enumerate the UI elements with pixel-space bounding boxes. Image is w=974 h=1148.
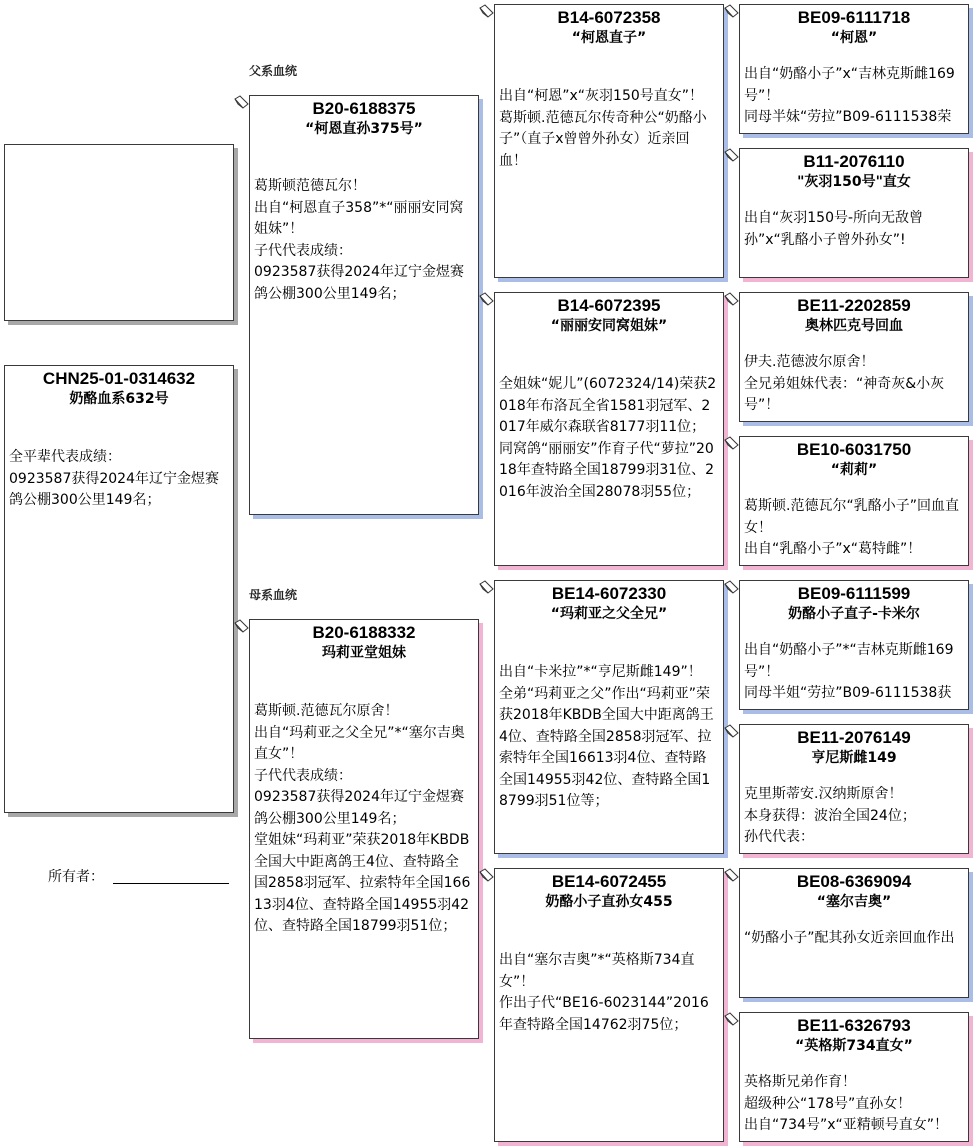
ddd-card[interactable]	[739, 1012, 969, 1142]
dam-dam-name: 奶酪小子直孙女455	[545, 894, 673, 910]
sire-ring-number: B20-6188375	[312, 99, 416, 118]
sds-description: 伊夫.范德波尔原舍！ 全兄弟姐妹代表：“神奇灰&小灰号”！	[744, 354, 945, 413]
dam-sire-ring-number: BE14-6072330	[551, 584, 667, 603]
edit-sss-icon[interactable]	[724, 4, 739, 18]
dss-card[interactable]	[739, 580, 969, 710]
sire-name: “柯恩直孙375号”	[305, 121, 423, 137]
dds-name: “塞尔吉奥”	[816, 894, 892, 910]
dam-sire-description: 出自“卡米拉”*“亨尼斯雌149”！ 全弟“玛莉亚之父”作出“玛莉亚”荣获2018年KBDB全国大中距离鸽王4位、查特路全国2858羽冠军、拉索特年全国16613羽4位、查特路全国14955羽42位、查特路全国18799羽51位等；	[499, 664, 714, 809]
dam-dam-card[interactable]	[494, 868, 724, 1142]
sire-dam-description: 全姐妹“妮儿”(6072324/14)荣获2018年布洛瓦全省1581羽冠军、2017年威尔森联省8177羽11位； 同窝鸽“丽丽安”作育子代“萝拉”2018年查特路全国18799羽31位、2016年波治全国28078羽55位；	[499, 376, 717, 500]
dam-description: 葛斯顿.范德瓦尔原舍！ 出自“玛莉亚之父全兄”*“塞尔吉奥直女”！ 子代代表成绩： 0923587获得2024年辽宁金煜赛鸽公棚300公里149名； 堂姐妹“玛莉亚”荣获2018年KBDB全国大中距离鸽王4位、查特路全国2858羽冠军、拉索特年全国16613羽4位、查特路全国14955羽42位、查特路全国18799羽51位；	[254, 703, 471, 934]
edit-dss-icon[interactable]	[724, 580, 739, 594]
dam-ring-number: B20-6188332	[312, 623, 416, 642]
dds-card[interactable]	[739, 868, 969, 998]
owner-signature-line	[113, 883, 229, 884]
pigeon-photo-frame	[4, 144, 234, 321]
sire-sire-name: “柯恩直子”	[571, 30, 647, 46]
sds-card[interactable]	[739, 292, 969, 422]
dam-card[interactable]	[249, 619, 479, 1039]
ddd-description: 英格斯兄弟作育！ 超级种公“178号”直孙女！ 出自“734号”x“亚精顿号直女”！	[744, 1074, 949, 1133]
sdd-ring-number: BE10-6031750	[796, 440, 912, 459]
edit-sdd-icon[interactable]	[724, 436, 739, 450]
ddd-name: “英格斯734直女”	[795, 1038, 913, 1054]
edit-ssd-icon[interactable]	[724, 148, 739, 162]
dam-sire-card[interactable]	[494, 580, 724, 854]
ssd-description: 出自“灰羽150号-所向无敌曾孙”x“乳酪小子曾外孙女”!	[744, 210, 924, 248]
sds-name: 奥林匹克号回血	[805, 318, 903, 334]
edit-dam-sire-icon[interactable]	[479, 580, 494, 594]
edit-sds-icon[interactable]	[724, 292, 739, 306]
dam-sire-name: “玛莉亚之父全兄”	[550, 606, 668, 622]
sdd-description: 葛斯顿.范德瓦尔“乳酪小子”回血直女！ 出自“乳酪小子”x“葛特雌”！	[744, 498, 959, 557]
edit-sire-icon[interactable]	[234, 95, 249, 109]
sss-card[interactable]	[739, 4, 969, 134]
edit-dam-icon[interactable]	[234, 619, 249, 633]
dsd-ring-number: BE11-2076149	[797, 728, 911, 747]
sire-description: 葛斯顿范德瓦尔！ 出自“柯恩直子358”*“丽丽安同窝姐妹”！ 子代代表成绩： 0923587获得2024年辽宁金煜赛鸽公棚300公里149名；	[254, 178, 464, 302]
sss-description: 出自“奶酪小子”x“吉林克斯雌169号”！ 同母半妹“劳拉”B09-6111538荣	[744, 66, 955, 125]
sire-sire-card[interactable]	[494, 4, 724, 278]
edit-sire-dam-icon[interactable]	[479, 292, 494, 306]
sdd-name: “莉莉”	[830, 462, 878, 478]
dss-name: 奶酪小子直子-卡米尔	[788, 606, 920, 622]
sds-ring-number: BE11-2202859	[797, 296, 911, 315]
subject-ring-number: CHN25-01-0314632	[42, 369, 196, 388]
subject-card[interactable]	[4, 365, 234, 813]
dss-ring-number: BE09-6111599	[797, 584, 911, 603]
sire-dam-card[interactable]	[494, 292, 724, 566]
dsd-name: 亨尼斯雌149	[811, 750, 897, 766]
sss-ring-number: BE09-6111718	[797, 8, 911, 27]
edit-sire-sire-icon[interactable]	[479, 4, 494, 18]
sss-name: “柯恩”	[830, 30, 878, 46]
maternal-line-label: 母系血统	[249, 588, 298, 602]
edit-dds-icon[interactable]	[724, 868, 739, 882]
subject-description: 全平辈代表成绩： 0923587获得2024年辽宁金煜赛鸽公棚300公里149名；	[9, 449, 219, 508]
sire-card[interactable]	[249, 95, 479, 515]
sire-dam-name: “丽丽安同窝姐妹”	[550, 318, 668, 334]
subject-name: 奶酪血系632号	[69, 391, 169, 407]
dam-dam-description: 出自“塞尔吉奥”*“英格斯734直女”！ 作出子代“BE16-6023144”2016年查特路全国14762羽75位；	[499, 952, 709, 1033]
edit-ddd-icon[interactable]	[724, 1012, 739, 1026]
sire-sire-description: 出自“柯恩”x“灰羽150号直女”！ 葛斯顿.范德瓦尔传奇种公“奶酪小子”（直子x曾曾外孙女）近亲回血！	[499, 88, 707, 169]
ddd-ring-number: BE11-6326793	[797, 1016, 911, 1035]
paternal-line-label: 父系血统	[249, 64, 298, 78]
ssd-card[interactable]	[739, 148, 969, 278]
sdd-card[interactable]	[739, 436, 969, 566]
edit-dam-dam-icon[interactable]	[479, 868, 494, 882]
ssd-name: "灰羽150号"直女	[797, 174, 911, 190]
dsd-card[interactable]	[739, 724, 969, 854]
owner-label: 所有者：	[48, 869, 104, 885]
sire-sire-ring-number: B14-6072358	[557, 8, 661, 27]
dsd-description: 克里斯蒂安.汉纳斯原舍！ 本身获得：波治全国24位； 孙代代表：	[744, 786, 916, 845]
dds-description: “奶酪小子”配其孙女近亲回血作出	[744, 930, 955, 946]
dss-description: 出自“奶酪小子”*“吉林克斯雌169号”！ 同母半姐“劳拉”B09-6111538获	[744, 642, 954, 701]
ssd-ring-number: B11-2076110	[803, 152, 905, 171]
sire-dam-ring-number: B14-6072395	[557, 296, 661, 315]
dam-name: 玛莉亚堂姐妹	[322, 645, 406, 661]
dds-ring-number: BE08-6369094	[796, 872, 912, 891]
dam-dam-ring-number: BE14-6072455	[551, 872, 667, 891]
edit-dsd-icon[interactable]	[724, 724, 739, 738]
